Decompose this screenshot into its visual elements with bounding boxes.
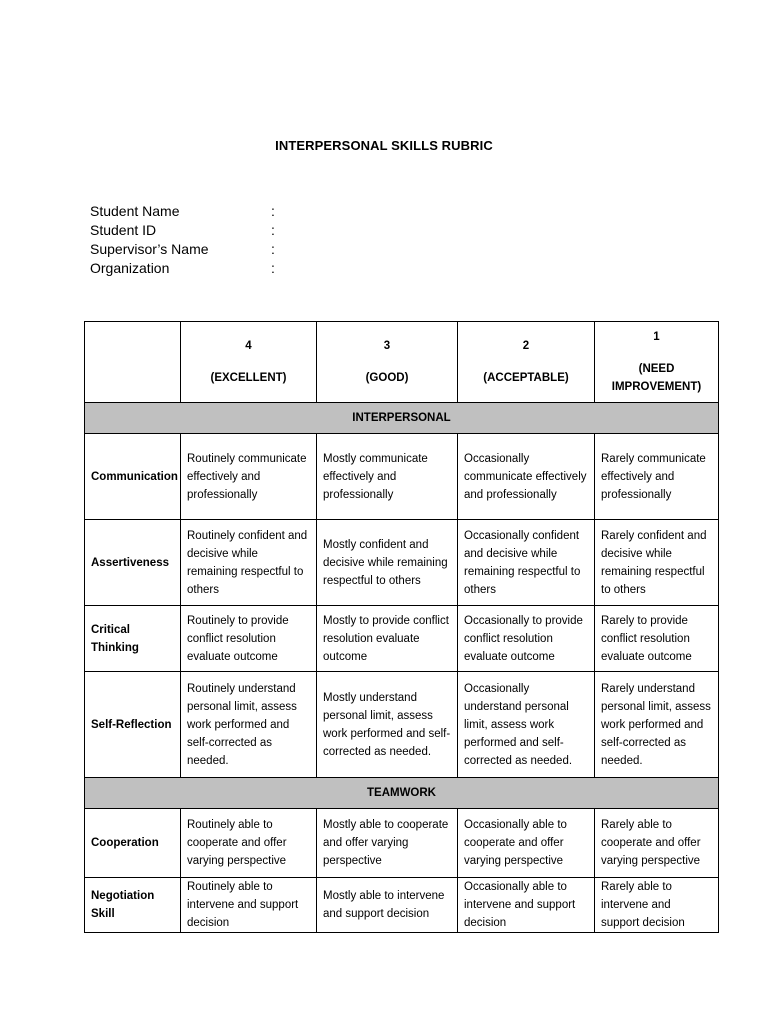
section-row-teamwork xyxy=(85,778,719,809)
table-row xyxy=(85,520,719,606)
info-label: Student ID xyxy=(90,222,157,238)
rubric-cell: Routinely able to intervene and support decision xyxy=(181,878,317,933)
header-score-3 xyxy=(317,322,458,403)
score-number: 3 xyxy=(383,340,391,352)
criterion-cell: Assertiveness xyxy=(85,520,181,606)
rubric-cell: Mostly confident and decisive while remaining respectful to others xyxy=(317,520,458,606)
info-colon: : xyxy=(271,203,275,219)
score-label: (GOOD) xyxy=(365,372,409,384)
rubric-table xyxy=(84,321,719,933)
rubric-cell: Mostly understand personal limit, assess work performed and self-corrected as needed. xyxy=(317,672,458,778)
table-row xyxy=(85,878,719,933)
info-colon: : xyxy=(271,241,275,257)
rubric-cell: Mostly communicate effectively and professionally xyxy=(317,434,458,520)
rubric-cell: Occasionally confident and decisive while remaining respectful to others xyxy=(458,520,595,606)
header-empty-cell xyxy=(85,322,181,403)
section-heading: TEAMWORK xyxy=(85,778,719,809)
criterion-cell: Critical Thinking xyxy=(85,606,181,672)
score-label: (NEED IMPROVEMENT) xyxy=(611,363,702,393)
rubric-cell: Rarely communicate effectively and professionally xyxy=(595,434,719,520)
score-label: (ACCEPTABLE) xyxy=(483,372,569,384)
info-colon: : xyxy=(271,260,275,276)
criterion-cell: Communication xyxy=(85,434,181,520)
info-colon: : xyxy=(271,222,275,238)
rubric-cell: Rarely confident and decisive while remaining respectful to others xyxy=(595,520,719,606)
info-label: Student Name xyxy=(90,203,180,219)
criterion-cell: Self-Reflection xyxy=(85,672,181,778)
table-row xyxy=(85,606,719,672)
rubric-cell: Routinely confident and decisive while remaining respectful to others xyxy=(181,520,317,606)
score-number: 4 xyxy=(245,340,252,352)
table-row xyxy=(85,434,719,520)
rubric-cell: Rarely able to intervene and support decision xyxy=(595,878,719,933)
rubric-cell: Routinely able to cooperate and offer varying perspective xyxy=(181,809,317,878)
score-number: 2 xyxy=(522,340,530,352)
rubric-cell: Routinely communicate effectively and professionally xyxy=(181,434,317,520)
rubric-cell: Occasionally able to intervene and support decision xyxy=(458,878,595,933)
header-score-1 xyxy=(595,322,719,403)
rubric-cell: Routinely to provide conflict resolution evaluate outcome xyxy=(181,606,317,672)
rubric-cell: Routinely understand personal limit, assess work performed and self-corrected as needed. xyxy=(181,672,317,778)
score-label: (EXCELLENT) xyxy=(210,372,287,384)
rubric-cell: Mostly to provide conflict resolution evaluate outcome xyxy=(317,606,458,672)
info-label: Supervisor’s Name xyxy=(90,241,209,257)
section-heading: INTERPERSONAL xyxy=(85,403,719,434)
rubric-cell: Occasionally communicate effectively and professionally xyxy=(458,434,595,520)
section-row-interpersonal xyxy=(85,403,719,434)
header-score-2 xyxy=(458,322,595,403)
score-number: 1 xyxy=(653,331,660,343)
criterion-cell: Negotiation Skill xyxy=(85,878,181,933)
header-score-4 xyxy=(181,322,317,403)
table-row xyxy=(85,672,719,778)
info-label: Organization xyxy=(90,260,170,276)
criterion-cell: Cooperation xyxy=(85,809,181,878)
rubric-cell: Occasionally understand personal limit, assess work performed and self-corrected as needed. xyxy=(458,672,595,778)
page-title: INTERPERSONAL SKILLS RUBRIC xyxy=(275,138,493,153)
rubric-cell: Mostly able to cooperate and offer varying perspective xyxy=(317,809,458,878)
rubric-cell: Rarely understand personal limit, assess work performed and self-corrected as needed. xyxy=(595,672,719,778)
rubric-cell: Occasionally able to cooperate and offer varying perspective xyxy=(458,809,595,878)
rubric-cell: Occasionally to provide conflict resolution evaluate outcome xyxy=(458,606,595,672)
header-row xyxy=(85,322,719,403)
rubric-cell: Rarely to provide conflict resolution evaluate outcome xyxy=(595,606,719,672)
rubric-cell: Mostly able to intervene and support decision xyxy=(317,878,458,933)
rubric-cell: Rarely able to cooperate and offer varying perspective xyxy=(595,809,719,878)
table-row xyxy=(85,809,719,878)
